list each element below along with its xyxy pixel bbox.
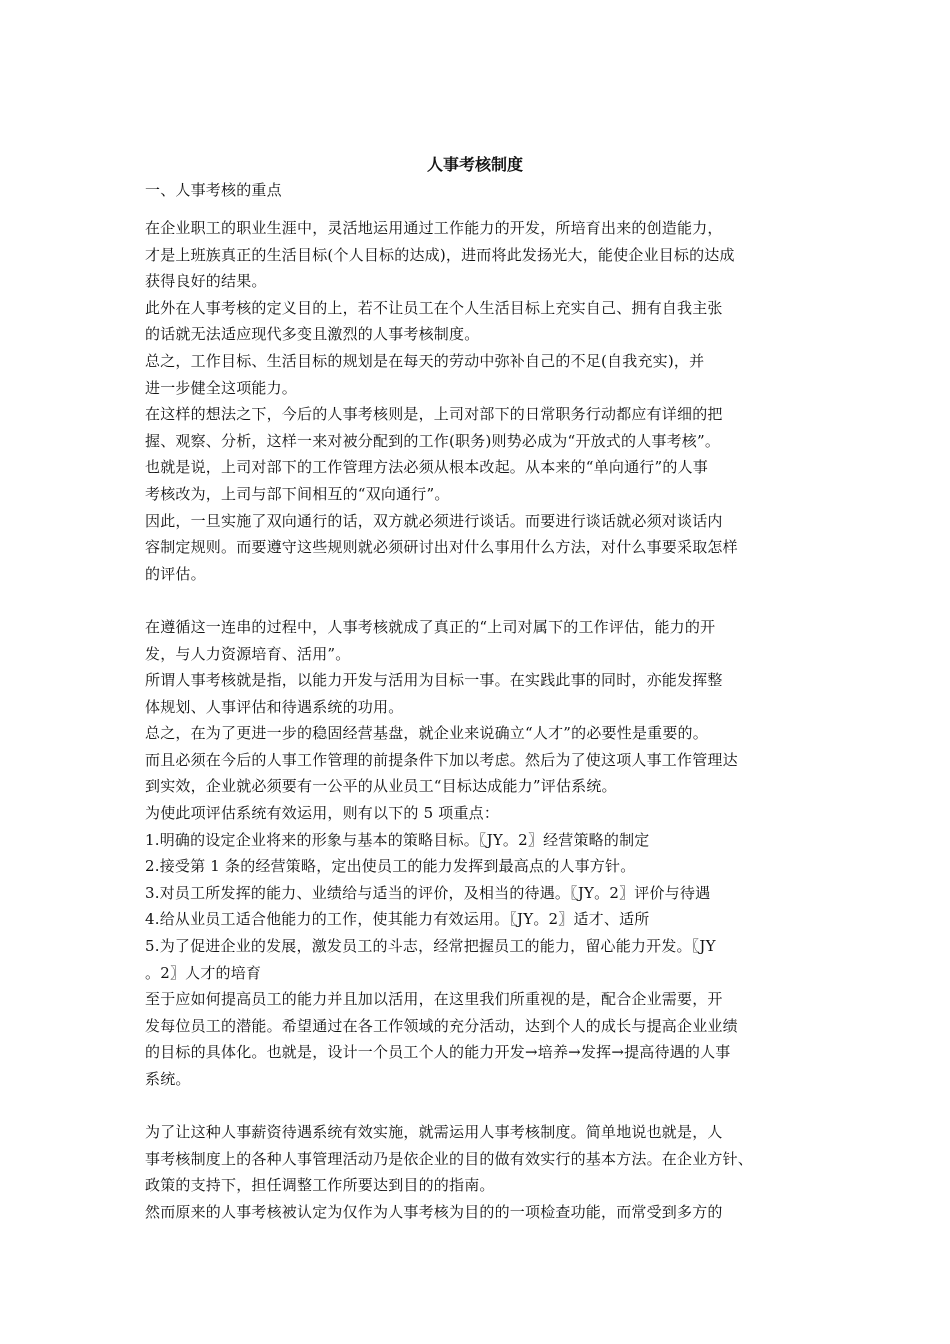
- text-line: 为使此项评估系统有效运用，则有以下的 5 项重点：: [145, 804, 500, 823]
- text-line: 2.接受第 1 条的经营策略，定出使员工的能力发挥到最高点的人事方针。: [145, 857, 636, 876]
- blank-line: [145, 587, 845, 614]
- text-line: 发每位员工的潜能。希望通过在各工作领域的充分活动，达到个人的成长与提高企业业绩: [145, 1016, 738, 1035]
- text-line: 容制定规则。而要遵守这些规则就必须研讨出对什么事用什么方法，对什么事要采取怎样: [145, 538, 738, 557]
- text-line: 政策的支持下，担任调整工作所要达到目的的指南。: [145, 1176, 495, 1195]
- text-line: 在这样的想法之下，今后的人事考核则是，上司对部下的日常职务行动都应有详细的把: [145, 405, 723, 424]
- text-line: 而且必须在今后的人事工作管理的前提条件下加以考虑。然后为了使这项人事工作管理达: [145, 750, 738, 769]
- text-line: 在遵循这一连串的过程中，人事考核就成了真正的“上司对属下的工作评估，能力的开: [145, 617, 716, 636]
- text-line: 为了让这种人事薪资待遇系统有效实施，就需运用人事考核制度。简单地说也就是，人: [145, 1123, 723, 1142]
- text-line: 在企业职工的职业生涯中，灵活地运用通过工作能力的开发，所培育出来的创造能力，: [145, 219, 723, 237]
- text-line: 握、观察、分析，这样一来对被分配到的工作(职务)则势必成为“开放式的人事考核”。: [145, 431, 721, 450]
- text-line: 此外在人事考核的定义目的上，若不让员工在个人生活目标上充实自己、拥有自我主张: [145, 298, 723, 317]
- text-line: 因此，一旦实施了双向通行的话，双方就必须进行谈话。而要进行谈话就必须对谈话内: [145, 511, 723, 530]
- document-title: 人事考核制度: [426, 155, 523, 174]
- text-line: 进一步健全这项能力。: [145, 378, 298, 397]
- text-line: 的目标的具体化。也就是，设计一个员工个人的能力开发→培养→发挥→提高待遇的人事: [145, 1043, 731, 1062]
- text-line: 事考核制度上的各种人事管理活动乃是依企业的目的做有效实行的基本方法。在企业方针、: [145, 1149, 754, 1168]
- text-line: 5.为了促进企业的发展，激发员工的斗志，经常把握员工的能力，留心能力开发。〖JY: [145, 937, 716, 956]
- text-line: 。2〗人才的培育: [145, 963, 262, 982]
- text-line: 体规划、人事评估和待遇系统的功用。: [145, 697, 404, 716]
- text-line: 的话就无法适应现代多变且激烈的人事考核制度。: [145, 325, 480, 344]
- text-line: 1.明确的设定企业将来的形象与基本的策略目标。〖JY。2〗经营策略的制定: [145, 830, 650, 849]
- text-line: 总之，在为了更进一步的稳固经营基盘，就企业来说确立“人才”的必要性是重要的。: [145, 724, 708, 743]
- text-line: 获得良好的结果。: [145, 272, 267, 291]
- text-line: 至于应如何提高员工的能力并且加以活用，在这里我们所重视的是，配合企业需要，开: [145, 990, 723, 1009]
- text-line: 所谓人事考核就是指，以能力开发与活用为目标一事。在实践此事的同时，亦能发挥整: [145, 671, 723, 690]
- paragraph-lines: [145, 215, 845, 1226]
- text-line: 总之，工作目标、生活目标的规划是在每天的劳动中弥补自己的不足(自我充实)，并: [145, 351, 705, 370]
- text-line: 考核改为，上司与部下间相互的“双向通行”。: [145, 484, 450, 503]
- section-heading: 一、人事考核的重点: [145, 181, 282, 199]
- text-line: 系统。: [145, 1070, 191, 1088]
- document-body: [145, 177, 845, 1226]
- text-line: 到实效，企业就必须要有一公平的从业员工“目标达成能力”评估系统。: [145, 777, 617, 796]
- text-line: 然而原来的人事考核被认定为仅作为人事考核为目的的一项检查功能，而常受到多方的: [145, 1202, 723, 1221]
- text-line: 3.对员工所发挥的能力、业绩给与适当的评价，及相当的待遇。〖JY。2〗评价与待遇: [145, 883, 711, 902]
- text-line: 发，与人力资源培育、活用”。: [145, 644, 351, 663]
- text-line: 的评估。: [145, 564, 206, 583]
- text-line: 也就是说，上司对部下的工作管理方法必须从根本改起。从本来的“单向通行”的人事: [145, 458, 708, 477]
- text-line: 4.给从业员工适合他能力的工作，使其能力有效运用。〖JY。2〗适才、适所: [145, 910, 650, 929]
- text-line: 才是上班族真正的生活目标(个人目标的达成)，进而将此发扬光大，能使企业目标的达成: [145, 245, 735, 264]
- blank-line: [145, 1093, 845, 1120]
